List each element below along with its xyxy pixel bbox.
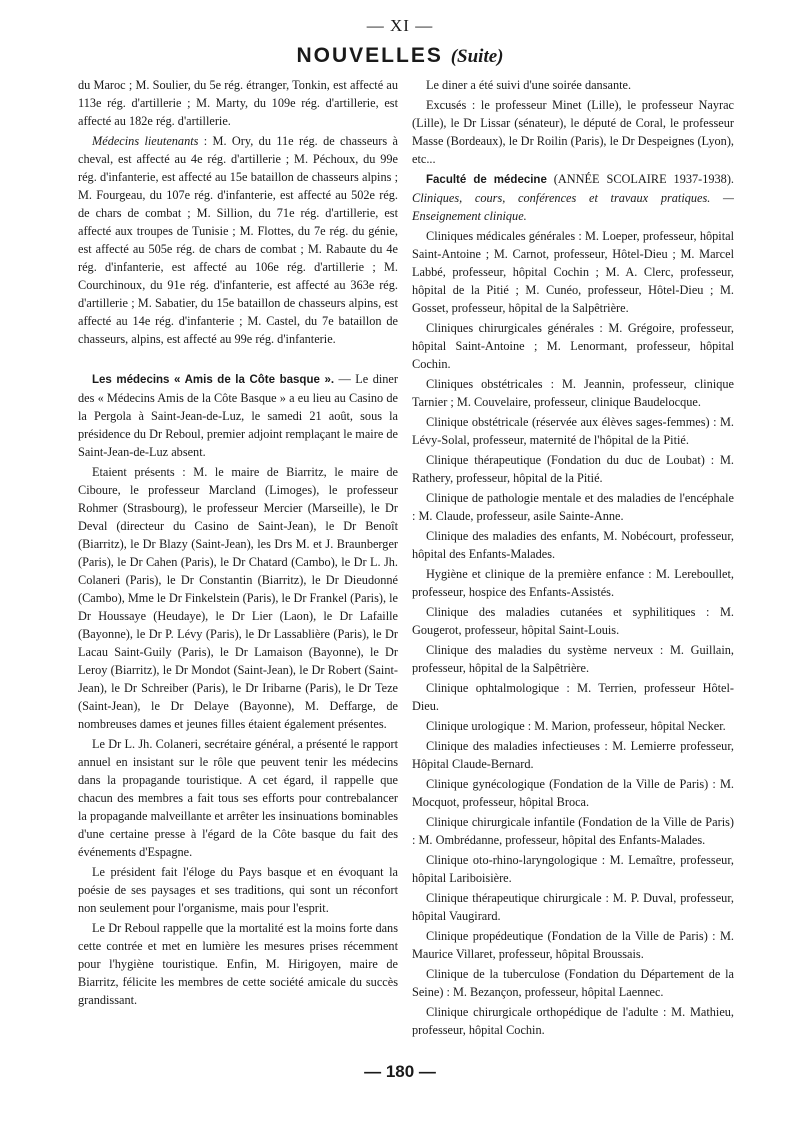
clinic-entry: Clinique propédeutique (Fondation de la Ville de Paris) : M. Maurice Villaret, professeur, hôpital Broussais. <box>412 929 734 961</box>
right-column <box>412 76 734 1041</box>
section-paragraph <box>412 170 734 225</box>
paragraph-body: — Le diner des « Médecins Amis de la Côte Basque » a eu lieu au Casino de la Pergola à Saint-Jean-de-Luz, le samedi 21 août, sous la présidence du Dr Reboul, premier adjoint remplaçant le maire de Saint-Jean-de-Luz absent. <box>78 372 398 459</box>
clinic-entry: Clinique urologique : M. Marion, professeur, hôpital Necker. <box>426 719 726 733</box>
paragraph: Le diner a été suivi d'une soirée dansante. <box>426 78 632 92</box>
clinic-entry: Cliniques obstétricales : M. Jeannin, professeur, clinique Tarnier ; M. Couvelaire, professeur, clinique Baudelocque. <box>412 377 734 409</box>
roman-page-number: — XI — <box>366 16 434 35</box>
clinic-entry: Clinique ophtalmologique : M. Terrien, professeur Hôtel-Dieu. <box>412 681 734 713</box>
clinic-entry: Clinique chirurgicale infantile (Fondation de la Ville de Paris) : M. Ombrédanne, professeur, hôpital des Enfants-Malades. <box>412 815 734 847</box>
page-title <box>0 44 800 68</box>
page-number: — 180 — <box>364 1062 436 1081</box>
clinic-entry: Cliniques médicales générales : M. Loeper, professeur, hôpital Saint-Antoine ; M. Carnot, professeur, Hôtel-Dieu ; M. Marcel Labbé, professeur, hôpital Cochin ; M. A. Clerc, professeur, hôpital de la Pitié ; M. Cunéo, professeur, Hôtel-Dieu ; M. Gosset, professeur, hôpital de la Salpêtrière. <box>412 229 734 315</box>
clinic-entry: Clinique thérapeutique chirurgicale : M. P. Duval, professeur, hôpital Vaugirard. <box>412 891 734 923</box>
clinic-entry: Clinique de la tuberculose (Fondation du Département de la Seine) : M. Bezançon, professeur, hôpital Laennec. <box>412 967 734 999</box>
section-year: (ANNÉE SCOLAIRE 1937-1938). <box>546 172 735 186</box>
clinic-entry: Cliniques chirurgicales générales : M. Grégoire, professeur, hôpital Saint-Antoine ; M. Lenormant, professeur, hôpital Cochin. <box>412 321 734 371</box>
paragraph-body: : M. Ory, du 11e rég. de chasseurs à cheval, est affecté au 4e rég. d'artillerie ; M. Péchoux, du 99e rég. d'infanterie, est affecté au 15e bataillon de chasseurs alpins ; M. Fourgeau, du 107e rég. d'infanterie, est affecté au 502e rég. de chars de combat ; M. Sillion, du 71e rég. d'artillerie, est affecté aux troupes de Tunisie ; M. Flottes, du 7e rég. du génie, est affecté au 505e rég. de chars de combat ; M. Rabaute du 4e rég. d'infanterie, est affecté au 106e rég. d'artillerie ; M. Courchinoux, du 91e rég. d'infanterie, est affecté au 363e rég. d'artillerie ; M. Sabatier, du 15e bataillon de chasseurs alpins, est affecté au 14e rég. d'infanterie ; M. Castel, du 7e bataillon de chasseurs, alpins, est affecté au 99e rég. d'infanterie. <box>78 134 398 346</box>
clinic-entry: Hygiène et clinique de la première enfance : M. Lereboullet, professeur, hospice des Enfants-Assistés. <box>412 567 734 599</box>
clinic-entry: Clinique oto-rhino-laryngologique : M. Lemaître, professeur, hôpital Lariboisière. <box>412 853 734 885</box>
clinic-entry: Clinique de pathologie mentale et des maladies de l'encéphale : M. Claude, professeur, asile Sainte-Anne. <box>412 491 734 523</box>
clinic-entry: Clinique gynécologique (Fondation de la Ville de Paris) : M. Mocquot, professeur, hôpital Broca. <box>412 777 734 809</box>
clinic-list <box>412 227 734 1039</box>
paragraph: Le Dr L. Jh. Colaneri, secrétaire général, a présenté le rapport annuel en insistant sur le rôle que peuvent tenir les médecins dans la propagande touristique. A cet égard, il rappelle que chacun des membres a fait tous ses efforts pour contrebalancer la propagande malveillante et arrêter les insinuations bominables d'une certaine presse à l'égard de la Côte basque du fait des événements d'Espagne. <box>78 737 398 859</box>
paragraph: Excusés : le professeur Minet (Lille), le professeur Nayrac (Lille), le Dr Lissar (sénateur), le député de Coral, le professeur Masse (Bordeaux), le Dr Roilin (Paris), le Dr Despeignes (Lyon), etc... <box>412 98 734 166</box>
title-suffix: (Suite) <box>450 46 504 67</box>
title-text: NOUVELLES <box>296 44 443 67</box>
clinic-entry: Clinique des maladies du système nerveux : M. Guillain, professeur, hôpital de la Salpêtrière. <box>412 643 734 675</box>
clinic-entry: Clinique thérapeutique (Fondation du duc de Loubat) : M. Rathery, professeur, hôpital de la Pitié. <box>412 453 734 485</box>
clinic-entry: Clinique des maladies des enfants, M. Nobécourt, professeur, hôpital des Enfants-Malades. <box>412 529 734 561</box>
paragraph: Etaient présents : M. le maire de Biarritz, le maire de Ciboure, le professeur Marcland (Limoges), le professeur Rohmer (Strasbourg), le professeur Mercier (Marseille), le Dr Deval (directeur du Casino de Saint-Jean), le Dr Benoît (Biarritz), le Dr Blazy (Saint-Jean), les Drs M. et J. Braunberger (Paris), le Dr Cahen (Paris), le Dr Chatard (Cambo), le Dr L. Jh. Colaneri (Paris), le Dr Constantin (Biarritz), le Dr Dieudonné (Cambo), Mme le Dr Finkelstein (Paris), le Dr Frankel (Paris), le Dr Houssaye (Heudaye), le Dr Lier (Laon), le Dr Lafaille (Bayonne), le Dr P. Lévy (Paris), le Dr Lassablière (Paris), le Dr Lacau Saint-Guily (Paris), le Dr Lamaison (Bayonne), le Dr Leroy (Biarritz), le Dr Mondot (Saint-Jean), le Dr Robert (Saint-Jean), le Dr Schreiber (Paris), le Dr Iribarne (Paris), le Dr Teze (Saint-Jean), le Dr Delaye (Bayonne), M. Deffarge, de nombreuses dames et jeunes filles étaient également présentes. <box>78 465 398 731</box>
paragraph: du Maroc ; M. Soulier, du 5e rég. étranger, Tonkin, est affecté au 113e rég. d'artillerie ; M. Marty, du 109e rég. d'artillerie, est affecté au 182e rég. d'artillerie. <box>78 78 398 128</box>
left-column <box>78 76 398 1011</box>
section-heading: Faculté de médecine <box>426 174 547 186</box>
clinic-entry: Clinique chirurgicale orthopédique de l'adulte : M. Mathieu, professeur, hôpital Cochin. <box>412 1005 734 1037</box>
clinic-entry: Clinique des maladies cutanées et syphilitiques : M. Gougerot, professeur, hôpital Saint-Louis. <box>412 605 734 637</box>
section-heading: Les médecins « Amis de la Côte basque ». <box>92 374 335 386</box>
clinic-entry: Clinique obstétricale (réservée aux élèves sages-femmes) : M. Lévy-Solal, professeur, maternité de l'hôpital de la Pitié. <box>412 415 734 447</box>
clinic-entry: Clinique des maladies infectieuses : M. Lemierre professeur, Hôpital Claude-Bernard. <box>412 739 734 771</box>
section-subtitle: Cliniques, cours, conférences et travaux pratiques. — Enseignement clinique. <box>412 191 734 223</box>
paragraph <box>78 132 398 348</box>
paragraph: Le Dr Reboul rappelle que la mortalité est la moins forte dans cette contrée et met en lumière les mesures prises récemment pour l'hygiène touristique. Enfin, M. Hirigoyen, maire de Biarritz, félicite les membres de cette société amicale du succès grandissant. <box>78 921 398 1007</box>
section-paragraph <box>78 370 398 461</box>
paragraph: Le président fait l'éloge du Pays basque et en évoquant la poésie de ses paysages et ses traditions, qui sont un réconfort non seulement pour l'organisme, mais pour l'esprit. <box>78 865 398 915</box>
paragraph-lead: Médecins lieutenants <box>92 134 199 148</box>
